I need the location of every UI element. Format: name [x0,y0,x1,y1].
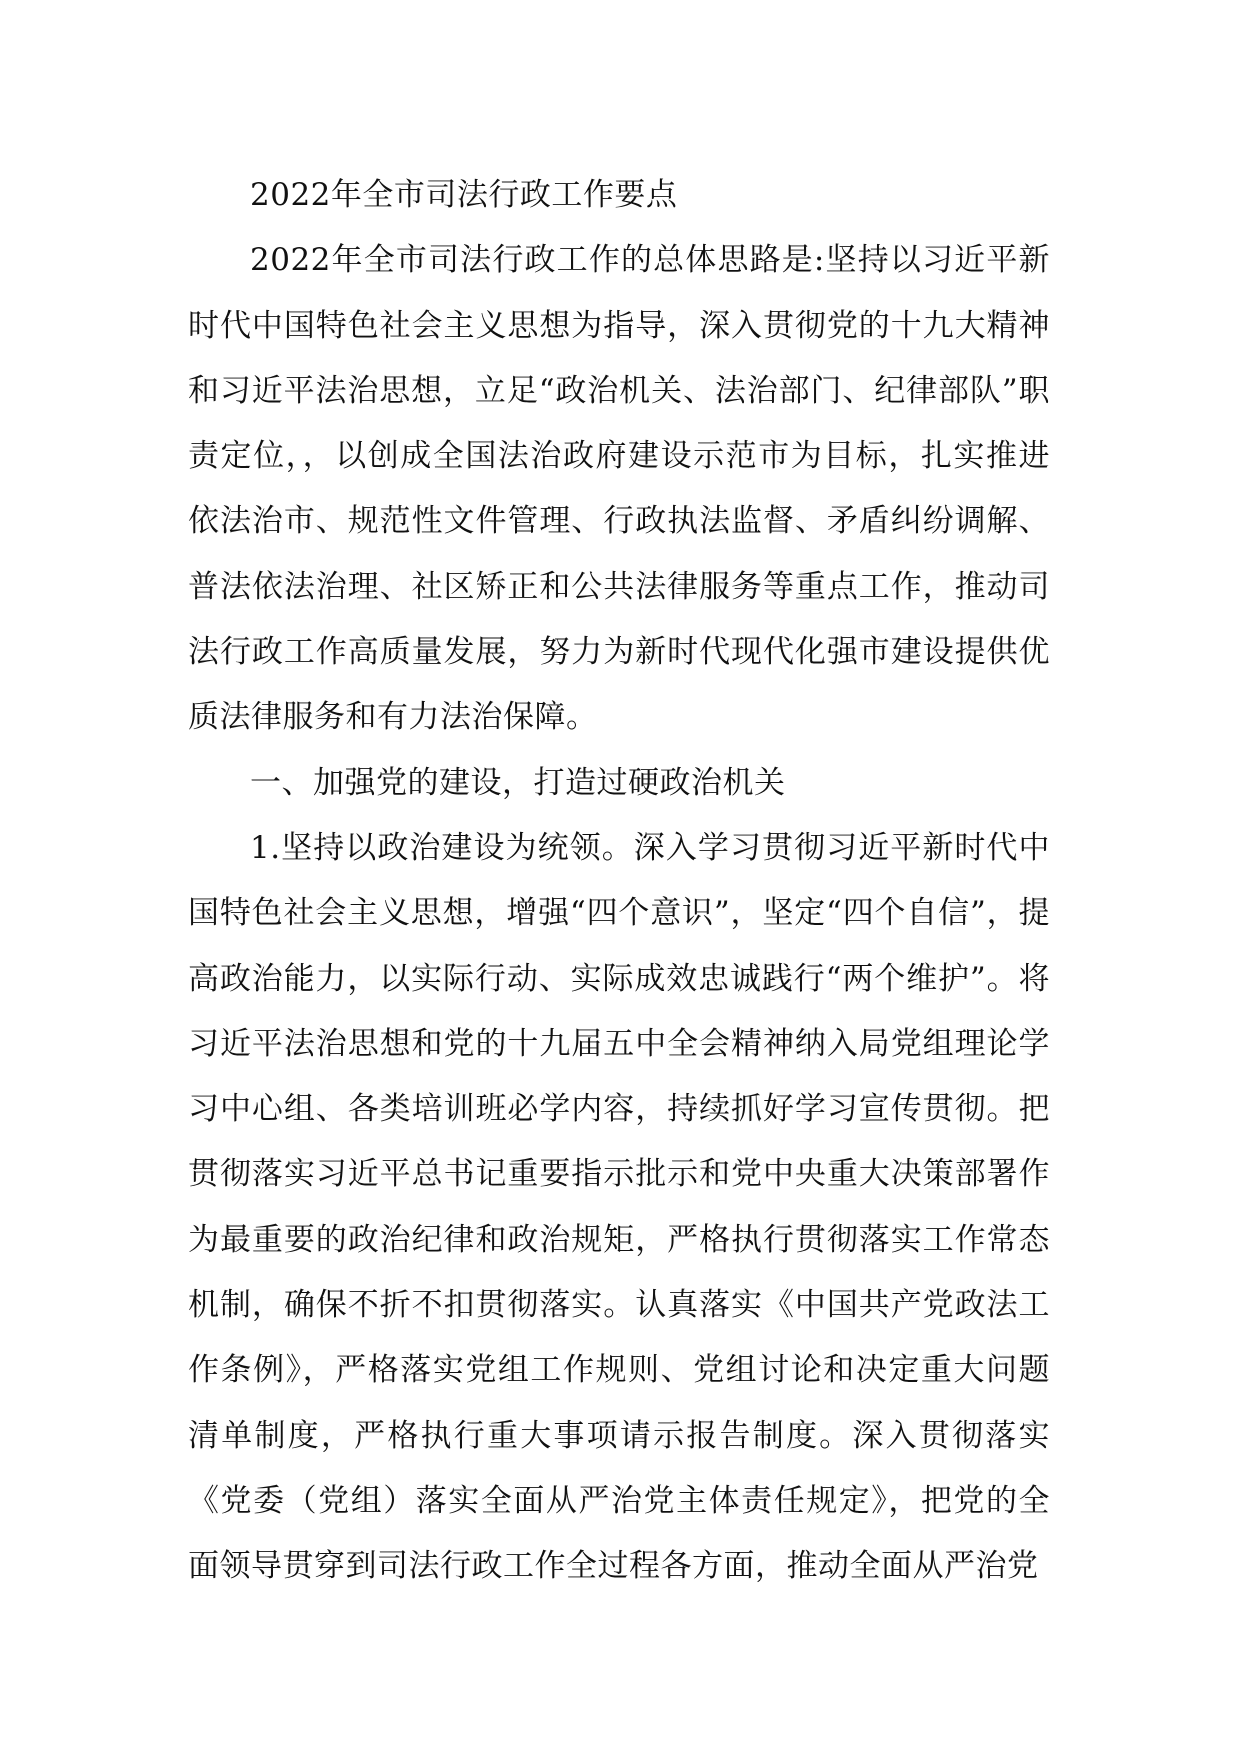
paragraph-item-1: 1.坚持以政治建设为统领。深入学习贯彻习近平新时代中国特色社会主义思想，增强“四个意识”，坚定“四个自信”，提高政治能力，以实际行动、实际成效忠诚践行“两个维护”。将习近平法治思想和党的十九届五中全会精神纳入局党组理论学习中心组、各类培训班必学内容，持续抓好学习宣传贯彻。把贯彻落实习近平总书记重要指示批示和党中央重大决策部署作为最重要的政治纪律和政治规矩，严格执行贯彻落实工作常态机制，确保不折不扣贯彻落实。认真落实《中国共产党政法工作条例》，严格落实党组工作规则、党组讨论和决定重大问题清单制度，严格执行重大事项请示报告制度。深入贯彻落实《党委（党组）落实全面从严治党主体责任规定》，把党的全面领导贯穿到司法行政工作全过程各方面，推动全面从严治党 [188,829,1050,1585]
section-heading-1: 一、加强党的建设，打造过硬政治机关 [250,764,786,801]
document-body [188,163,1050,1600]
paragraph-overview: 2022年全市司法行政工作的总体思路是:坚持以习近平新时代中国特色社会主义思想为指导，深入贯彻党的十九大精神和习近平法治思想，立足“政治机关、法治部门、纪律部队”职责定位，，以创成全国法治政府建设示范市为目标，扎实推进依法治市、规范性文件管理、行政执法监督、矛盾纠纷调解、普法依法治理、社区矫正和公共法律服务等重点工作，推动司法行政工作高质量发展，努力为新时代现代化强市建设提供优质法律服务和有力法治保障。 [188,242,1050,736]
document-title: 2022年全市司法行政工作要点 [250,177,678,213]
